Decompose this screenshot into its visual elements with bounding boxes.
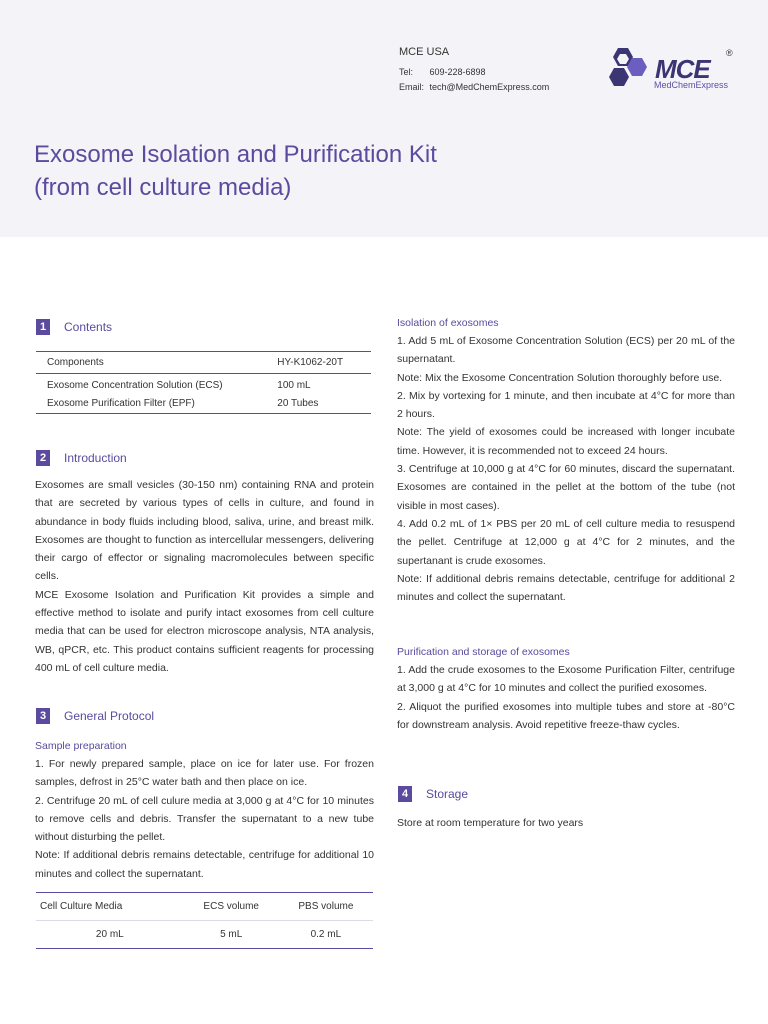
volume-table — [36, 892, 373, 949]
section-storage-header — [398, 786, 468, 802]
tel-row — [399, 67, 549, 77]
section-title: Introduction — [64, 451, 127, 465]
paragraph: Note: If additional debris remains detectable, centrifuge for additional 2 minutes and collect the supernatant. — [397, 572, 735, 604]
email-label: Email: — [399, 82, 425, 92]
company-name: MCE USA — [399, 46, 450, 58]
table-header: Cell Culture Media — [36, 893, 184, 921]
paragraph: 2. Centrifuge 20 mL of cell culure media at 3,000 g at 4°C for 10 minutes to remove cells and debris. Transfer the supernatant to a new tube without disturbing the pellet. — [35, 794, 374, 844]
paragraph: Note: Mix the Exosome Concentration Solution thoroughly before use. — [397, 371, 723, 384]
sample-preparation-text — [35, 737, 374, 883]
section-title: Storage — [426, 787, 469, 801]
paragraph: 3. Centrifuge at 10,000 g at 4°C for 60 minutes, discard the supernatant. Exosomes are contained in the pellet at the bottom of the tube (not visible in most cases). — [397, 463, 735, 512]
table-header-row — [36, 893, 373, 921]
table-header-row — [36, 352, 371, 374]
page-title — [34, 138, 437, 204]
tel-value: 609-228-6898 — [429, 67, 486, 77]
paragraph: 2. Aliquot the purified exosomes into multiple tubes and store at -80°C for downstream analysis. Avoid repetitive freeze-thaw cycles. — [397, 700, 735, 731]
title-line-2: (from cell culture media) — [34, 174, 292, 201]
paragraph: Store at room temperature for two years — [397, 817, 584, 829]
section-protocol-header — [36, 708, 154, 724]
subsection-title: Purification and storage of exosomes — [397, 646, 570, 658]
email-row — [399, 82, 549, 92]
paragraph: 2. Mix by vortexing for 1 minute, and then incubate at 4°C for more than 2 hours. — [397, 389, 735, 421]
paragraph: 1. Add the crude exosomes to the Exosome Purification Filter, centrifuge at 3,000 g at 4°C for 10 minutes and collect the purified exosomes. — [397, 664, 735, 695]
title-line-1: Exosome Isolation and Purification Kit — [34, 141, 437, 168]
tel-label: Tel: — [399, 67, 414, 77]
table-cell: 20 Tubes — [277, 395, 371, 414]
contents-table — [36, 351, 371, 414]
paragraph: 4. Add 0.2 mL of 1× PBS per 20 mL of cell culture media to resuspend the pellet. Centrifuge at 12,000 g at 4°C for 2 minutes, and the supertanant is crude exosomes. — [397, 517, 735, 567]
table-row — [36, 374, 371, 395]
table-header: ECS volume — [184, 893, 279, 921]
logo-subtitle: MedChemExpress — [654, 80, 729, 90]
table-cell: Exosome Concentration Solution (ECS) — [47, 380, 223, 392]
contact-block — [399, 46, 549, 97]
paragraph: MCE Exosome Isolation and Purification Kit provides a simple and effective method to isolate and purify intact exosomes from cell culture media that can be used for electron microscope analysis, NTA analysis, WB, qPCR, etc. This product contains sufficient reagents for processing 400 mL of cell culture media. — [35, 588, 374, 674]
table-cell: 0.2 mL — [279, 921, 373, 949]
table-cell: 20 mL — [36, 921, 184, 949]
email-value: tech@MedChemExpress.com — [429, 82, 550, 92]
table-header: PBS volume — [279, 893, 373, 921]
table-header: HY-K1062-20T — [277, 352, 371, 374]
section-introduction-header — [36, 450, 127, 466]
section-number: 3 — [36, 708, 50, 724]
table-cell: 5 mL — [184, 921, 279, 949]
section-contents-header — [36, 319, 112, 335]
paragraph: Note: If additional debris remains detectable, centrifuge for additional 10 minutes and collect the supernatant. — [35, 849, 374, 880]
table-cell: Exosome Purification Filter (EPF) — [36, 395, 277, 414]
paragraph: 1. Add 5 mL of Exosome Concentration Solution (ECS) per 20 mL of the supernatant. — [397, 335, 735, 366]
purification-text — [397, 643, 735, 734]
section-number: 2 — [36, 450, 50, 466]
logo-word: MCE — [655, 54, 710, 84]
table-row — [36, 395, 371, 414]
isolation-text — [397, 314, 735, 606]
subsection-title: Isolation of exosomes — [397, 317, 499, 329]
introduction-text — [35, 476, 374, 677]
paragraph: 1. For newly prepared sample, place on ice for later use. For frozen samples, defrost in 25°C water bath and then place on ice. — [35, 758, 374, 789]
section-number: 1 — [36, 319, 50, 335]
section-title: Contents — [64, 320, 113, 334]
hexagon-logo-icon — [605, 46, 651, 90]
table-header: Components — [36, 352, 277, 374]
section-number: 4 — [398, 786, 412, 802]
section-title: General Protocol — [64, 709, 155, 723]
mce-logo — [605, 44, 740, 94]
subsection-title: Sample preparation — [35, 740, 127, 752]
storage-text — [397, 814, 735, 832]
table-row — [36, 921, 373, 949]
paragraph: Exosomes are small vesicles (30-150 nm) containing RNA and protein that are secreted by various types of cells in culture, and found in abundance in body fluids including blood, saliva, urine, and breast milk. Exosomes are thought to function as intercellular messengers, delivering their cargo of effector or signaling macromolecules between specific cells. — [35, 479, 374, 583]
paragraph: Note: The yield of exosomes could be increased with longer incubate time. However, it is recommended not to exceed 24 hours. — [397, 426, 735, 457]
table-cell: 100 mL — [277, 380, 311, 392]
logo-registered: ® — [726, 48, 733, 58]
